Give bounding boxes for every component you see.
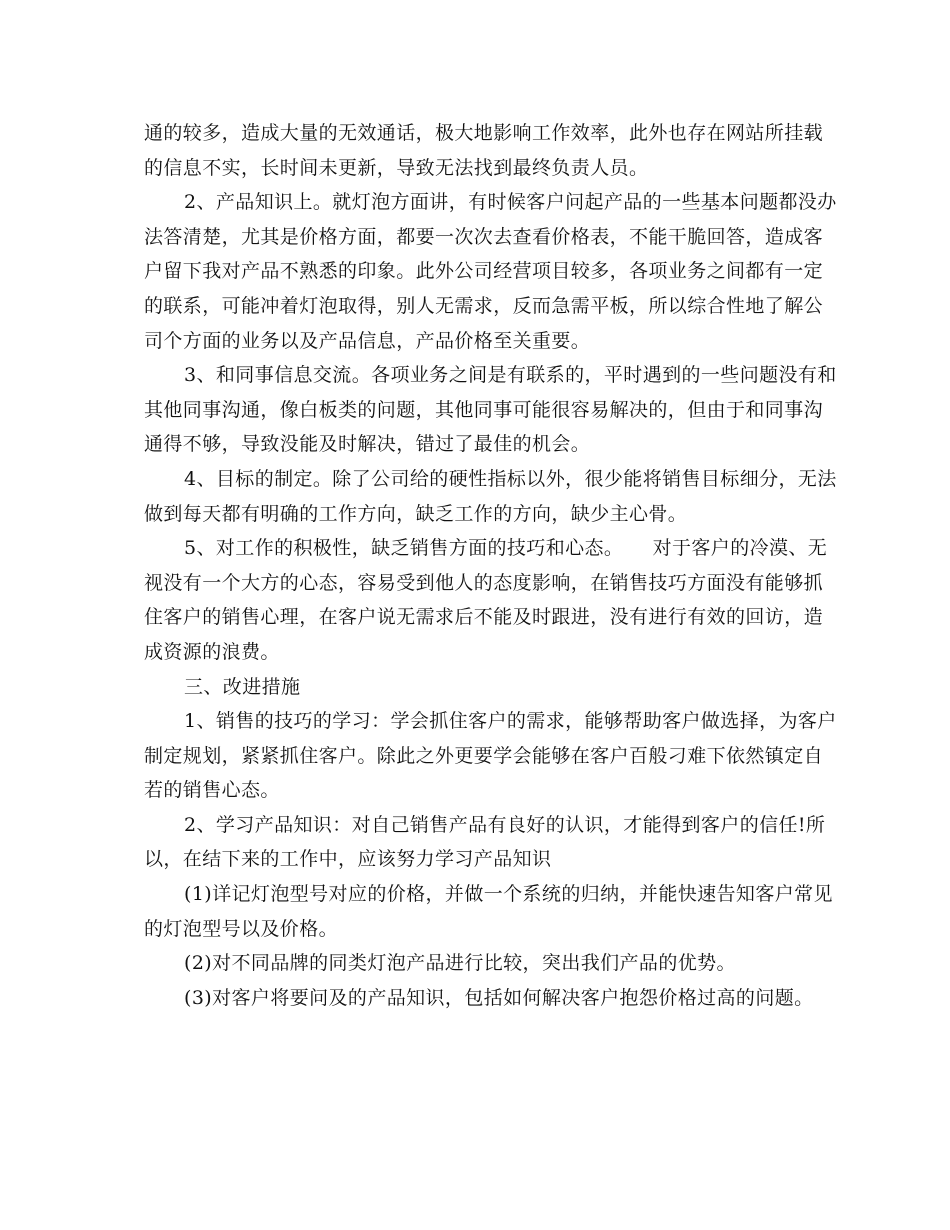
text-line: 的灯泡型号以及价格。 [144,917,339,940]
text-line: 4、目标的制定。除了公司给的硬性指标以外，很少能将销售目标细分，无法 [184,467,837,490]
text-line: 1、销售的技巧的学习：学会抓住客户的需求，能够帮助客户做选择，为客户 [184,710,837,733]
text-line: 视没有一个大方的心态，容易受到他人的态度影响，在销售技巧方面没有能够抓 [144,571,824,594]
text-line: 3、和同事信息交流。各项业务之间是有联系的，平时遇到的一些问题没有和 [184,364,837,387]
text-line: (2)对不同品牌的同类灯泡产品进行比较，突出我们产品的优势。 [184,952,736,975]
text-line: 以，在结下来的工作中，应该努力学习产品知识 [144,848,552,871]
text-line: 成资源的浪费。 [144,640,280,663]
text-line: 法答清楚，尤其是价格方面，都要一次次去查看价格表，不能干脆回答，造成客 [144,225,824,248]
text-line: 制定规划，紧紧抓住客户。除此之外更要学会能够在客户百般刁难下依然镇定自 [144,744,824,767]
text-line: 司个方面的业务以及产品信息，产品价格至关重要。 [144,329,591,352]
text-line: (3)对客户将要问及的产品知识，包括如何解决客户抱怨价格过高的问题。 [184,986,814,1009]
document-body [144,116,837,1015]
text-line: 若的销售心态。 [144,779,280,802]
text-line: (1)详记灯泡型号对应的价格，并做一个系统的归纳，并能快速告知客户常见 [184,883,833,906]
text-line: 5、对工作的积极性，缺乏销售方面的技巧和心态。 对于客户的冷漠、无 [184,537,828,560]
text-line: 2、学习产品知识：对自己销售产品有良好的认识，才能得到客户的信任!所 [184,813,826,836]
text-line: 2、产品知识上。就灯泡方面讲，有时候客户问起产品的一些基本问题都没办 [184,191,837,214]
text-line: 住客户的销售心理，在客户说无需求后不能及时跟进，没有进行有效的回访，造 [144,606,824,629]
text-line: 通的较多，造成大量的无效通话，极大地影响工作效率，此外也存在网站所挂载 [144,122,824,144]
text-line: 其他同事沟通，像白板类的问题，其他同事可能很容易解决的，但由于和同事沟 [144,398,824,421]
text-line: 的联系，可能冲着灯泡取得，别人无需求，反而急需平板，所以综合性地了解公 [144,294,824,317]
text-line: 户留下我对产品不熟悉的印象。此外公司经营项目较多，各项业务之间都有一定 [144,260,824,283]
text-line: 通得不够，导致没能及时解决，错过了最佳的机会。 [144,433,591,456]
text-line: 做到每天都有明确的工作方向，缺乏工作的方向，缺少主心骨。 [144,502,688,525]
text-line: 三、改进措施 [184,675,301,698]
text-line: 的信息不实，长时间未更新，导致无法找到最终负责人员。 [144,156,649,179]
